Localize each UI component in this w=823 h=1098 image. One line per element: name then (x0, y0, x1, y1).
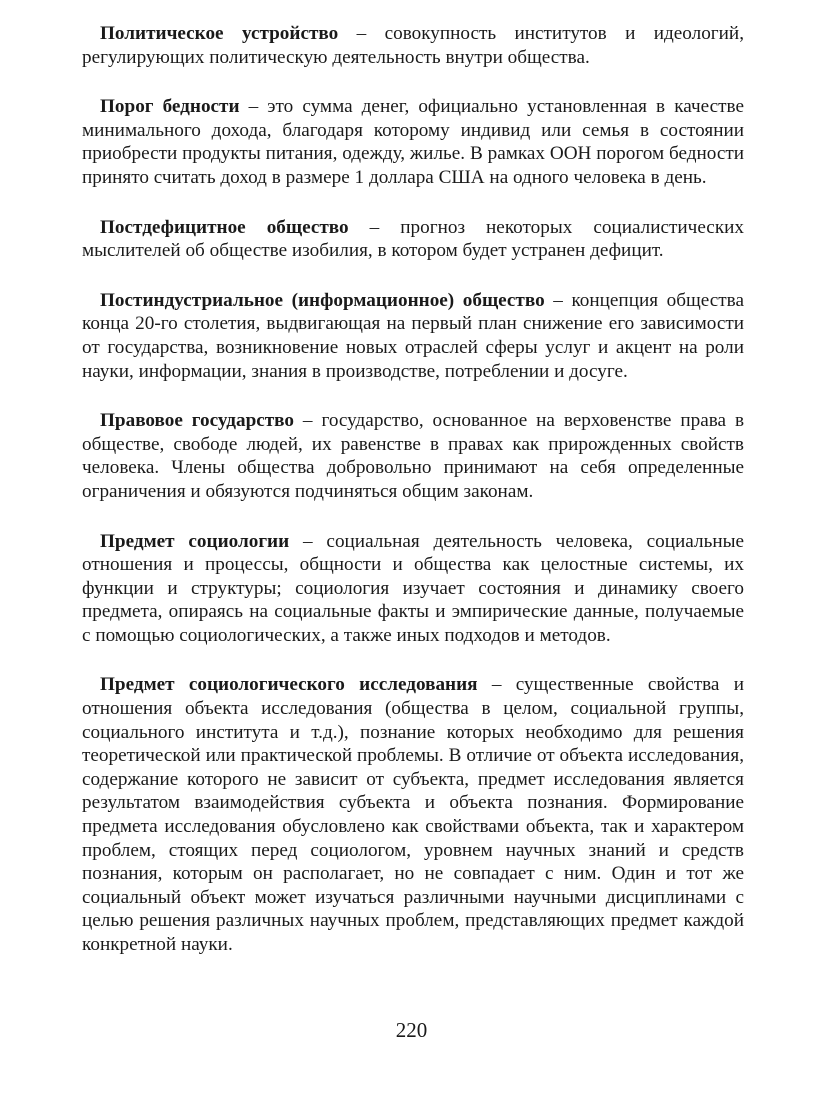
entry-term: Предмет социологического исследования (100, 674, 478, 696)
document-page (82, 22, 744, 983)
glossary-entry-rule-of-law-state (82, 409, 744, 503)
page-number: 220 (395, 1018, 428, 1042)
entry-dash: – (338, 23, 385, 44)
entry-definition: прогноз некоторых социалистических мыслителей об обществе изобилия, в котором будет устранен дефицит. (82, 216, 745, 262)
entry-dash: – (544, 289, 572, 311)
entry-dash: – (289, 530, 327, 552)
entry-term: Постиндустриальное (информационное) общество (100, 289, 545, 311)
glossary-entry-post-industrial-society (82, 289, 744, 383)
glossary-entry-subject-of-sociological-research (82, 673, 744, 956)
glossary-entry-political-structure (82, 22, 744, 69)
entry-term: Политическое устройство (100, 23, 339, 44)
entry-term: Предмет социологии (100, 530, 290, 552)
entry-dash: – (348, 216, 401, 238)
entry-term: Постдефицитное общество (100, 216, 349, 238)
entry-dash: – (477, 674, 516, 696)
entry-dash: – (239, 96, 268, 118)
glossary-entry-poverty-line (82, 95, 744, 189)
entry-definition: концепция общества конца 20-го столетия, выдвигающая на первый план снижение его зависимости от государства, возникновение новых отраслей сферы услуг и акцент на роли науки, информации, знания в производстве, потреблении и досуге. (82, 289, 744, 382)
glossary-entry-post-scarcity-society (82, 216, 744, 263)
entry-definition: это сумма денег, официально установленная в качестве минимального дохода, благодаря которому индивид или семья в состоянии приобрести продукты питания, одежду, жилье. В рамках ООН порогом бедности принято считать доход в размере 1 доллара США на одного человека в день. (82, 96, 744, 188)
glossary-entry-subject-of-sociology (82, 530, 744, 648)
entry-definition: совокупность институтов и идеологий, регулирующих политическую деятельность внутри общества. (82, 23, 744, 68)
entry-definition: существенные свойства и отношения объекта исследования (общества в целом, социальной группы, социального института и т.д.), познание которых необходимо для решения теоретической или практической проблемы. В отличие от объекта исследования, содержание которого не зависит от субъекта, предмет исследования является результатом взаимодействия субъекта и объекта познания. Формирование предмета исследования обусловлено как свойствами объекта, так и характером проблем, стоящих перед социологом, уровнем научных знаний и средств познания, которым он располагает, но не совпадает с ним. Один и тот же социальный объект может изучаться различными научными дисциплинами с целью решения различных научных проблем, представляющих предмет каждой конкретной науки. (82, 674, 744, 955)
entry-dash: – (294, 410, 322, 432)
entry-term: Правовое государство (100, 410, 295, 432)
entry-definition: государство, основанное на верховенстве права в обществе, свободе людей, их равенстве в правах как прирожденных свойств человека. Члены общества добровольно принимают на себя определенные ограничения и обязуются подчиняться общим законам. (82, 410, 745, 502)
entry-definition: социальная деятельность человека, социальные отношения и процессы, общности и общества как целостные системы, их функции и структуры; социология изучает состояния и динамику своего предмета, опираясь на социальные факты и эмпирические данные, получаемые с помощью социологических, а также иных подходов и методов. (82, 530, 744, 646)
entry-term: Порог бедности (100, 96, 240, 118)
